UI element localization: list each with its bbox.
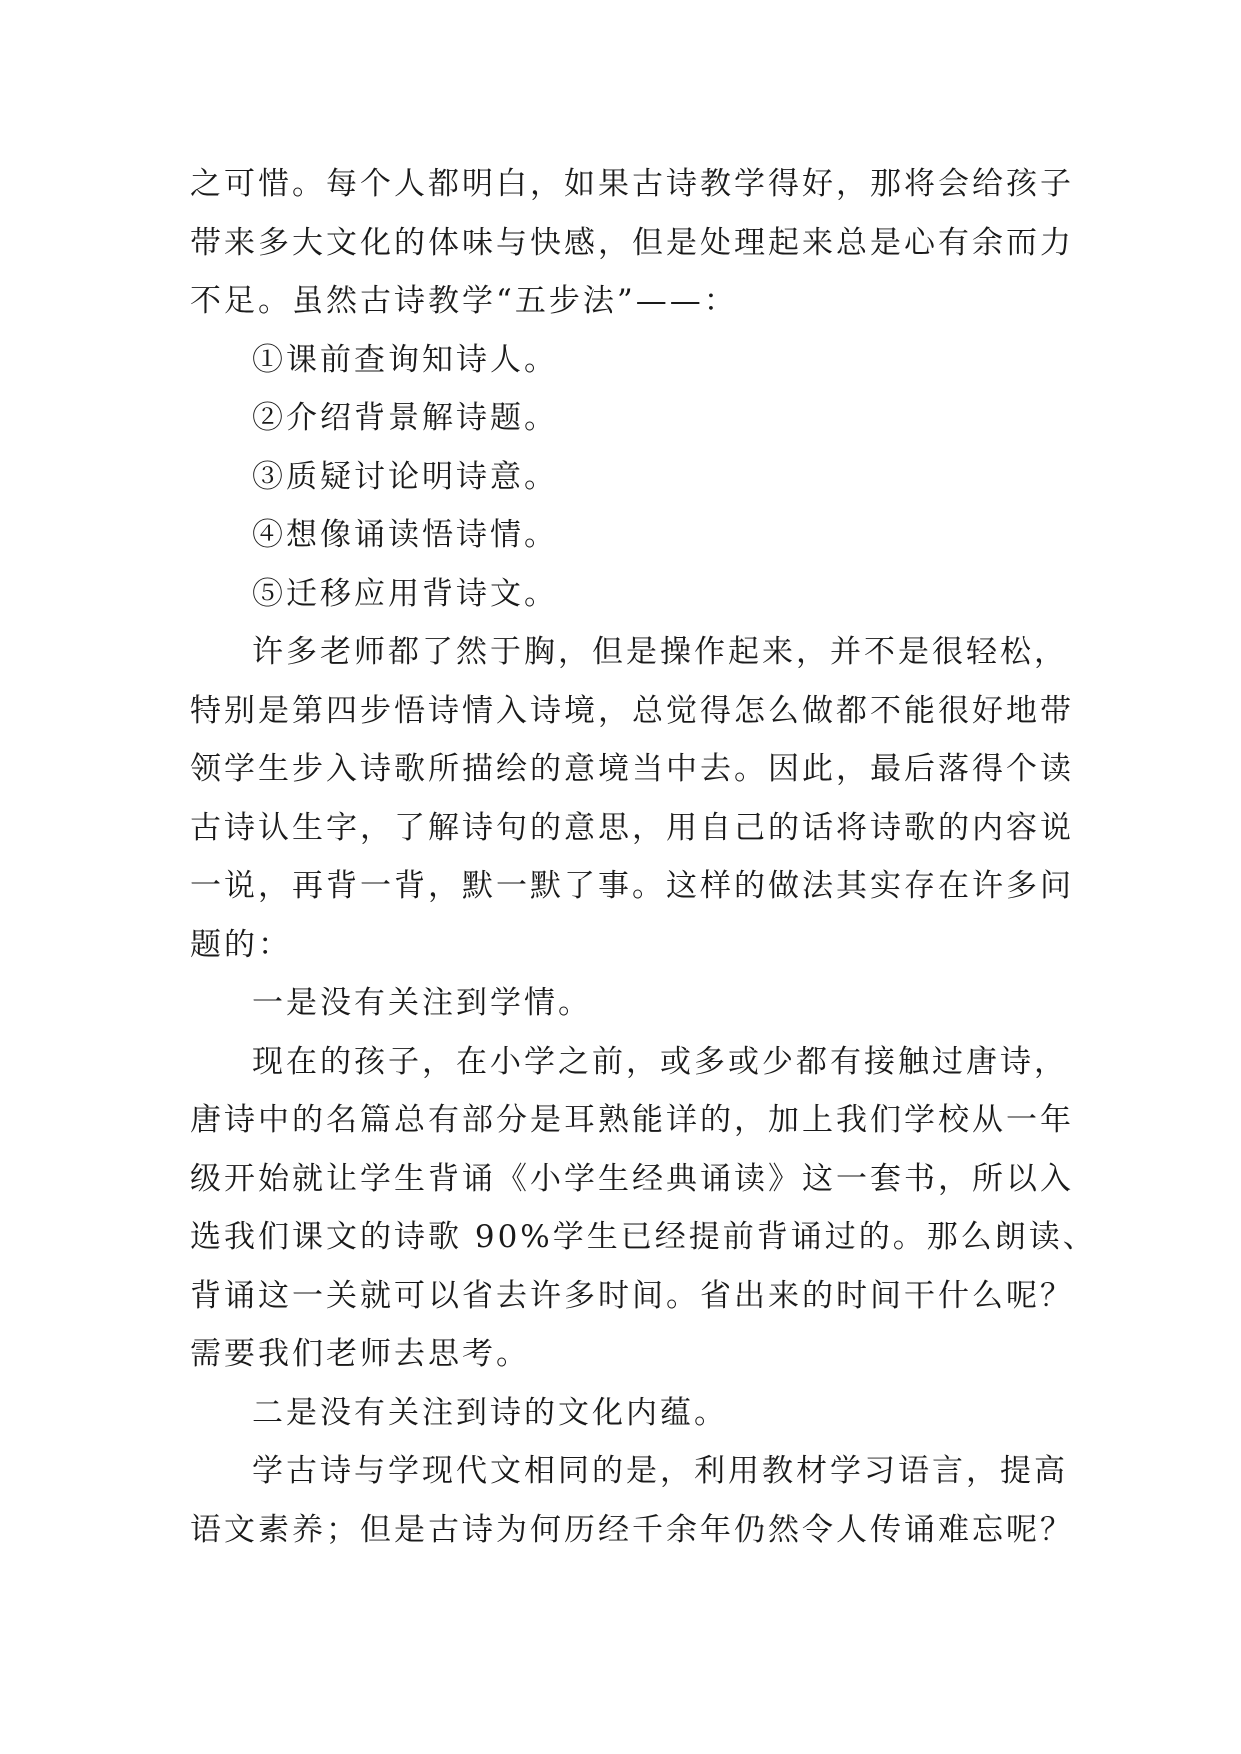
text-line: 选我们课文的诗歌 90%学生已经提前背诵过的。那么朗读、 — [190, 1219, 1097, 1255]
paragraph-start: 许多老师都了然于胸，但是操作起来，并不是很轻松， — [252, 634, 1068, 670]
list-item: ④想像诵读悟诗情。 — [252, 517, 558, 553]
document-body — [190, 155, 1097, 1559]
list-item: ②介绍背景解诗题。 — [252, 400, 558, 436]
text-line: 一说，再背一背，默一默了事。这样的做法其实存在许多问 — [190, 868, 1074, 904]
text-line: 背诵这一关就可以省去许多时间。省出来的时间干什么呢？ — [190, 1277, 1074, 1314]
paragraph-start: 学古诗与学现代文相同的是，利用教材学习语言，提高 — [252, 1453, 1068, 1489]
list-item: ①课前查询知诗人。 — [252, 341, 558, 378]
text-line: 需要我们老师去思考。 — [190, 1336, 530, 1372]
text-line: 题的： — [190, 926, 292, 963]
list-item: ③质疑讨论明诗意。 — [252, 458, 558, 495]
paragraph-start: 现在的孩子，在小学之前，或多或少都有接触过唐诗， — [252, 1043, 1068, 1080]
section-point: 二是没有关注到诗的文化内蕴。 — [252, 1394, 728, 1431]
text-line: 级开始就让学生背诵《小学生经典诵读》这一套书，所以入 — [190, 1160, 1074, 1197]
text-line: 语文素养；但是古诗为何历经千余年仍然令人传诵难忘呢？ — [190, 1511, 1074, 1548]
text-line: 之可惜。每个人都明白，如果古诗教学得好，那将会给孩子 — [190, 166, 1074, 202]
text-line: 唐诗中的名篇总有部分是耳熟能详的，加上我们学校从一年 — [190, 1102, 1074, 1138]
text-line: 带来多大文化的体味与快感，但是处理起来总是心有余而力 — [190, 224, 1074, 261]
text-line: 古诗认生字，了解诗句的意思，用自己的话将诗歌的内容说 — [190, 809, 1074, 846]
text-line: 领学生步入诗歌所描绘的意境当中去。因此，最后落得个读 — [190, 751, 1074, 787]
text-line: 特别是第四步悟诗情入诗境，总觉得怎么做都不能很好地带 — [190, 692, 1074, 729]
list-item: ⑤迁移应用背诗文。 — [252, 575, 558, 612]
section-point: 一是没有关注到学情。 — [252, 985, 592, 1021]
text-line: 不足。虽然古诗教学“五步法”——： — [190, 283, 738, 319]
